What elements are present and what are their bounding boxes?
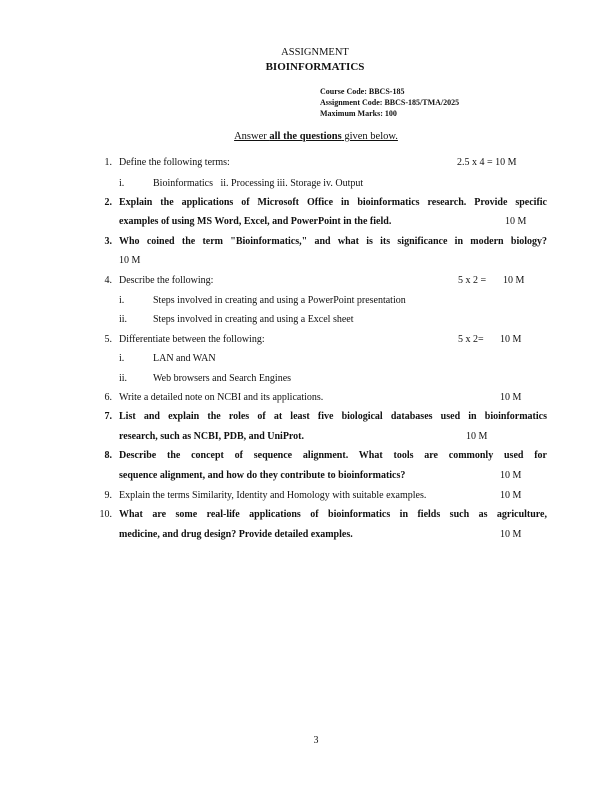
q5-marks: 10 M [500, 334, 522, 345]
q5-sub2-number: ii. [119, 373, 128, 384]
q10-line1: What are some real-life applications of bioinformatics in fields such as agriculture, [119, 509, 547, 520]
q1-sub-text: Bioinformatics ii. Processing iii. Storage iv. Output [153, 178, 364, 189]
q1-number: 1. [104, 157, 112, 168]
q9-text: Explain the terms Similarity, Identity and Homology with suitable examples. [119, 490, 427, 501]
q10-marks: 10 M [500, 529, 522, 540]
q5-sub1-text: LAN and WAN [153, 353, 216, 364]
q1-sub-number: i. [119, 178, 125, 189]
q2-marks: 10 M [505, 216, 527, 227]
q4-text: Describe the following: [119, 275, 214, 286]
q4-sub1-text: Steps involved in creating and using a PowerPoint presentation [153, 295, 406, 306]
instruction-pre: Answer [234, 131, 270, 142]
q10-line2: medicine, and drug design? Provide detailed examples. [119, 529, 353, 540]
assignment-meta [320, 86, 459, 119]
q7-number: 7. [104, 411, 112, 422]
q10-number: 10. [99, 509, 112, 520]
instruction [0, 131, 612, 142]
instruction-post: given below. [341, 131, 398, 142]
maximum-marks: Maximum Marks: 100 [320, 109, 397, 118]
subject-title: BIOINFORMATICS [265, 61, 365, 73]
assignment-code: Assignment Code: BBCS-185/TMA/2025 [320, 98, 460, 107]
q6-number: 6. [104, 392, 112, 403]
q4-marks: 10 M [503, 275, 525, 286]
q6-marks: 10 M [500, 392, 522, 403]
q3-number: 3. [104, 236, 112, 247]
q4-sub1-number: i. [119, 295, 125, 306]
q8-line2: sequence alignment, and how do they contribute to bioinformatics? [119, 470, 406, 481]
q6-text: Write a detailed note on NCBI and its applications. [119, 392, 324, 403]
course-code: Course Code: BBCS-185 [320, 87, 405, 96]
q2-number: 2. [104, 197, 112, 208]
q1-marks: 2.5 x 4 = 10 M [457, 157, 517, 168]
q8-number: 8. [104, 450, 112, 461]
q5-marks-formula: 5 x 2= [458, 334, 484, 345]
q4-sub2-number: ii. [119, 314, 128, 325]
q5-sub1-number: i. [119, 353, 125, 364]
q9-number: 9. [104, 490, 112, 501]
q3-marks: 10 M [119, 255, 141, 266]
q8-marks: 10 M [500, 470, 522, 481]
q1-text: Define the following terms: [119, 157, 230, 168]
q4-sub2-text: Steps involved in creating and using a Excel sheet [153, 314, 354, 325]
q2-line2: examples of using MS Word, Excel, and PowerPoint in the field. [119, 216, 392, 227]
q4-number: 4. [104, 275, 112, 286]
q3-line1: Who coined the term "Bioinformatics," and what is its significance in modern biology? [119, 236, 547, 247]
page-number: 3 [313, 735, 319, 746]
instruction-bold: all the questions [269, 131, 342, 142]
assignment-title: ASSIGNMENT [281, 47, 349, 58]
q5-number: 5. [104, 334, 112, 345]
q5-sub2-text: Web browsers and Search Engines [153, 373, 292, 384]
q7-line2: research, such as NCBI, PDB, and UniProt. [119, 431, 305, 442]
q5-text: Differentiate between the following: [119, 334, 265, 345]
q7-line1: List and explain the roles of at least five biological databases used in bioinformatics [119, 411, 547, 422]
q2-line1: Explain the applications of Microsoft Office in bioinformatics research. Provide specific [119, 197, 547, 208]
q4-marks-formula: 5 x 2 = [458, 275, 487, 286]
q9-marks: 10 M [500, 490, 522, 501]
q8-line1: Describe the concept of sequence alignment. What tools are commonly used for [119, 450, 547, 461]
q7-marks: 10 M [466, 431, 488, 442]
